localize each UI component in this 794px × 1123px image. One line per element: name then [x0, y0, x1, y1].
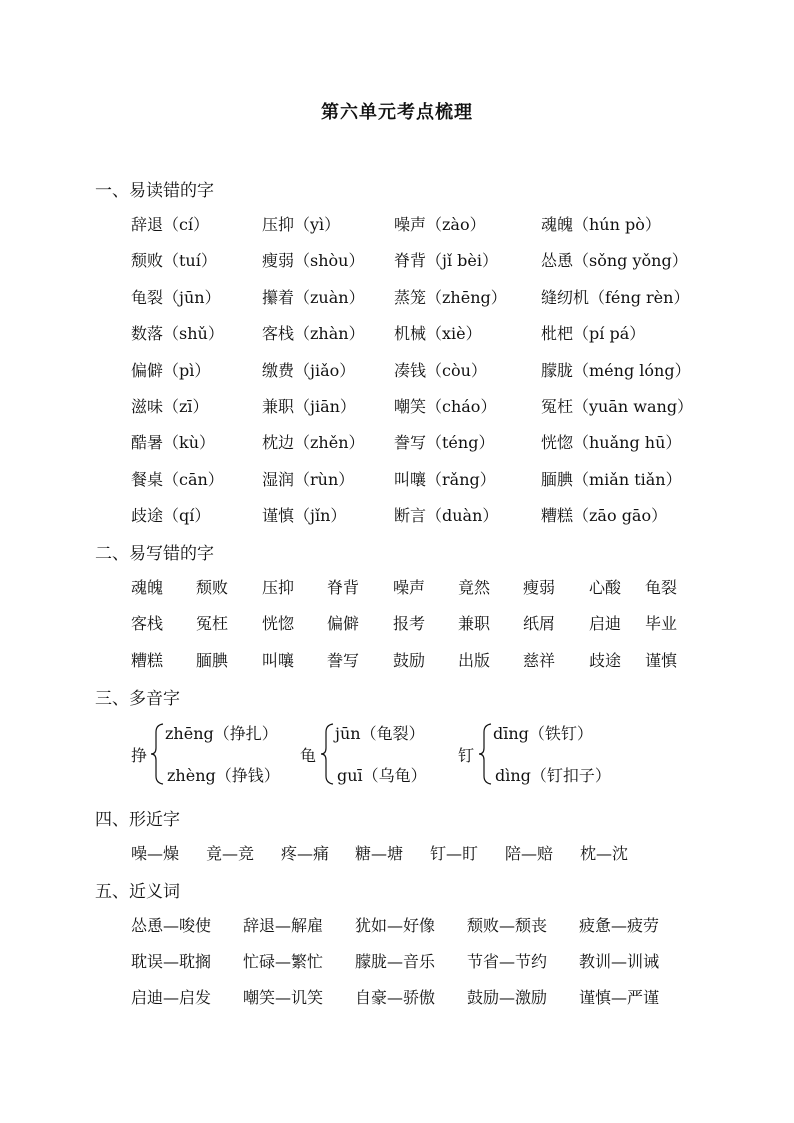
- list-item: 叫嚷: [262, 650, 295, 670]
- list-item: 客栈（zhàn）: [262, 324, 365, 344]
- list-item: 数落（shǔ）: [131, 324, 224, 344]
- list-row: [0, 575, 794, 599]
- list-item: 谨慎: [645, 650, 678, 670]
- section-heading: 五、近义词: [95, 882, 180, 902]
- list-item: 疲惫—疲劳: [579, 916, 660, 935]
- list-item: 歧途: [589, 650, 622, 670]
- list-row: [0, 985, 794, 1009]
- list-row: [0, 841, 794, 865]
- list-row: [0, 949, 794, 973]
- list-item: 机械（xiè）: [394, 324, 482, 344]
- list-row: [0, 467, 794, 491]
- section-heading: 三、多音字: [95, 689, 180, 709]
- list-item: 恍惚: [262, 614, 295, 634]
- list-item: 毕业: [645, 614, 678, 634]
- list-item: 犹如—好像: [355, 916, 436, 935]
- list-item: 教训—训诫: [579, 952, 660, 972]
- list-item: 脊背（jǐ bèi）: [394, 251, 498, 271]
- list-item: 怂恿—唆使: [131, 916, 212, 935]
- brace-icon: [150, 723, 164, 785]
- list-item: 龟裂: [645, 578, 678, 597]
- list-item: 枇杷（pí pá）: [541, 324, 646, 344]
- list-item: 腼腆: [196, 650, 229, 670]
- list-row: [0, 212, 794, 236]
- list-row: [0, 913, 794, 937]
- list-item: 枕边（zhěn）: [262, 433, 365, 453]
- list-item: 朦胧（méng lóng）: [541, 360, 691, 380]
- list-item: 心酸: [589, 578, 622, 597]
- list-item: 魂魄: [131, 578, 164, 597]
- list-item: 噪声: [393, 578, 426, 597]
- section-heading: 四、形近字: [95, 810, 180, 830]
- list-item: 断言（duàn）: [394, 506, 499, 526]
- list-item: 歧途（qí）: [131, 506, 211, 526]
- list-item: 蒸笼（zhēng）: [394, 287, 507, 307]
- list-item: 纸屑: [523, 614, 556, 634]
- list-row: [0, 285, 794, 309]
- list-item: 启迪: [589, 614, 622, 634]
- list-item: 偏僻: [327, 614, 360, 634]
- list-row: [0, 394, 794, 418]
- list-item: 枕—沈: [580, 844, 629, 863]
- polyphonic-char: 挣: [131, 746, 148, 765]
- list-item: 酷暑（kù）: [131, 433, 216, 453]
- list-item: 冤枉: [196, 614, 229, 634]
- list-item: 钉—盯: [430, 844, 479, 863]
- list-item: 谨慎（jǐn）: [262, 506, 347, 526]
- list-item: 耽误—耽搁: [131, 952, 212, 972]
- reading-top: jūn（龟裂）: [335, 724, 425, 743]
- list-item: 滋味（zī）: [131, 397, 209, 416]
- list-item: 颓败: [196, 578, 229, 597]
- reading-bottom: zhèng（挣钱）: [167, 766, 280, 785]
- list-row: [0, 611, 794, 635]
- list-row: [0, 358, 794, 382]
- list-item: 兼职（jiān）: [262, 397, 356, 416]
- list-item: 缝纫机（féng rèn）: [541, 287, 690, 307]
- list-item: 魂魄（hún pò）: [541, 215, 661, 234]
- list-item: 颓败（tuí）: [131, 251, 217, 271]
- list-item: 怂恿（sǒng yǒng）: [541, 251, 688, 271]
- brace-icon: [320, 723, 334, 785]
- list-item: 辞退—解雇: [243, 916, 324, 935]
- polyphonic-char: 龟: [300, 746, 317, 765]
- list-item: 脊背: [327, 578, 360, 597]
- list-row: [0, 430, 794, 454]
- polyphonic-group: [300, 721, 460, 787]
- list-item: 客栈: [131, 614, 164, 634]
- list-item: 糟糕（zāo gāo）: [541, 506, 668, 526]
- reading-top: zhēng（挣扎）: [165, 724, 278, 743]
- list-item: 瘦弱（shòu）: [262, 251, 365, 271]
- list-item: 恍惚（huǎng hū）: [541, 433, 682, 453]
- section-heading: 二、易写错的字: [95, 544, 214, 564]
- list-item: 噪—燥: [131, 844, 180, 863]
- list-item: 报考: [393, 614, 426, 634]
- list-item: 压抑（yì）: [262, 215, 341, 234]
- list-item: 竟—竞: [206, 844, 255, 863]
- list-item: 湿润（rùn）: [262, 469, 355, 489]
- list-item: 陪—赔: [505, 844, 554, 863]
- reading-bottom: guī（乌龟）: [337, 766, 427, 785]
- list-item: 餐桌（cān）: [131, 469, 224, 489]
- list-item: 誊写（téng）: [394, 433, 495, 453]
- list-item: 忙碌—繁忙: [243, 952, 324, 972]
- list-item: 噪声（zào）: [394, 215, 486, 234]
- list-item: 兼职: [458, 614, 491, 634]
- list-item: 压抑: [262, 578, 295, 597]
- page-title: 第六单元考点梳理: [321, 102, 473, 123]
- reading-bottom: dìng（钉扣子）: [495, 766, 611, 785]
- list-item: 启迪—启发: [131, 988, 212, 1008]
- list-item: 嘲笑—讥笑: [243, 988, 324, 1008]
- reading-top: dīng（铁钉）: [493, 724, 593, 743]
- list-item: 腼腆（miǎn tiǎn）: [541, 469, 682, 489]
- list-item: 鼓励—激励: [467, 988, 548, 1008]
- list-item: 糟糕: [131, 650, 164, 670]
- list-item: 叫嚷（rǎng）: [394, 469, 496, 489]
- list-item: 鼓励: [393, 650, 426, 670]
- list-item: 朦胧—音乐: [355, 952, 436, 972]
- list-item: 竟然: [458, 578, 491, 597]
- list-row: [0, 503, 794, 527]
- list-item: 冤枉（yuān wang）: [541, 397, 694, 416]
- list-item: 偏僻（pì）: [131, 360, 211, 380]
- list-item: 慈祥: [523, 650, 556, 670]
- list-item: 攥着（zuàn）: [262, 287, 365, 307]
- list-item: 龟裂（jūn）: [131, 287, 221, 307]
- list-item: 凑钱（còu）: [394, 360, 487, 380]
- list-item: 辞退（cí）: [131, 215, 210, 234]
- list-item: 自豪—骄傲: [355, 988, 436, 1008]
- list-item: 誊写: [327, 650, 360, 670]
- list-item: 出版: [458, 650, 491, 670]
- list-item: 节省—节约: [467, 952, 548, 972]
- section-heading: 一、易读错的字: [95, 181, 214, 201]
- list-item: 疼—痛: [281, 844, 330, 863]
- polyphonic-char: 钉: [458, 746, 475, 765]
- list-item: 糖—塘: [355, 844, 404, 863]
- polyphonic-group: [458, 721, 628, 787]
- list-item: 谨慎—严谨: [579, 988, 660, 1008]
- brace-icon: [478, 723, 492, 785]
- list-row: [0, 321, 794, 345]
- list-item: 嘲笑（cháo）: [394, 397, 497, 416]
- list-row: [0, 648, 794, 672]
- polyphonic-group: [131, 721, 291, 787]
- list-item: 颓败—颓丧: [467, 916, 548, 935]
- list-item: 瘦弱: [523, 578, 556, 597]
- list-row: [0, 248, 794, 272]
- list-item: 缴费（jiǎo）: [262, 360, 356, 380]
